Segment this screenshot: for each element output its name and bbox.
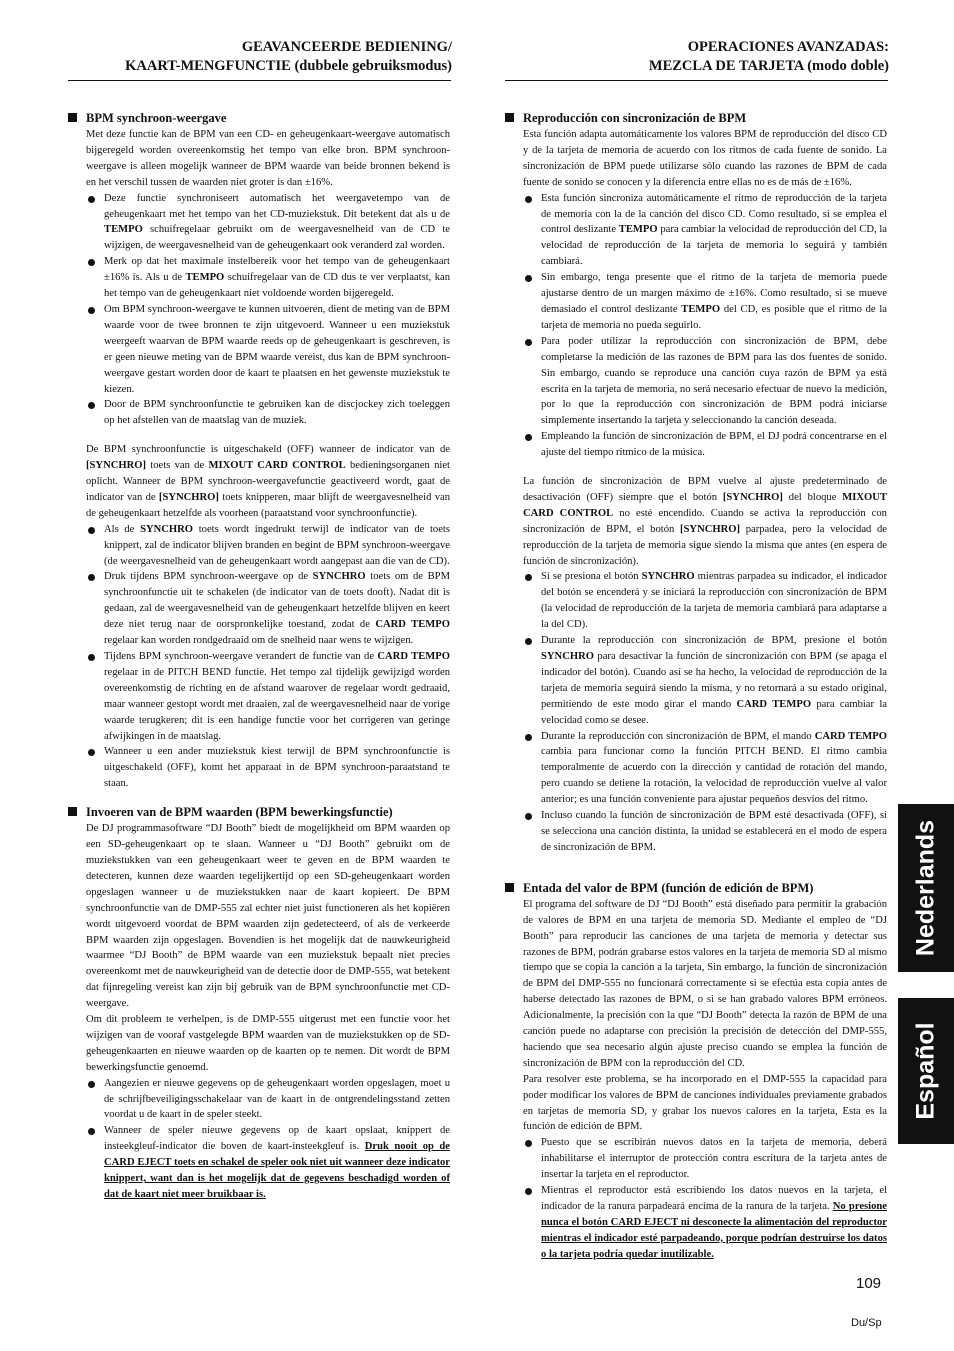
list-item: Door de BPM synchroonfunctie te gebruiken kan de discjockey zich toeleggen op het afstellen van de maatslag van de muziek. (104, 397, 450, 429)
bullet-icon (88, 749, 95, 756)
square-bullet-icon (505, 113, 514, 122)
bullet-icon (525, 1188, 532, 1195)
bullet-list (68, 522, 450, 792)
header-spanish-line1: OPERACIONES AVANZADAS: (687, 39, 889, 55)
bullet-list (505, 191, 887, 461)
bullet-icon (525, 1140, 532, 1147)
paragraph: De BPM synchroonfunctie is uitgeschakeld (OFF) wanneer de indicator van de [SYNCHRO] toets van de MIXOUT CARD CONTROL bedieningsorganen niet oplicht. Wanneer de BPM synchroon-weergavefunctie geactiveerd wordt, gaat de indicator van de [SYNCHRO] toets knipperen, maar blijft de weergavesnelheid van de geheugenkaart hetzelfde als voorheen (paraatstand voor synchroonfunctie). (86, 444, 450, 519)
paragraph: La función de sincronización de BPM vuelve al ajuste predeterminado de desactivación (OFF) siempre que el botón [SYNCHRO] del bloque MIXOUT CARD CONTROL no esté encendido. Cuando se activa la reproducción con sincronización de BPM, el botón [SYNCHRO] parpadea, pero la velocidad de reproducción de la tarjeta de memoria sigue siendo la misma que antes (en espera de función de sincronización). (523, 476, 887, 567)
list-item: Durante la reproducción con sincronización de BPM, el mando CARD TEMPO cambia para funcionar como la función PITCH BEND. El ritmo cambia temporalmente de acuerdo con la dirección y cantidad de rotación del mando, pero cuando se detiene la rotación, la velocidad de reproducción vuelve al valor anterior; es una función conveniente para ajustar pequeños desvíos del ritmo. (541, 729, 887, 809)
language-tab-spanish (898, 998, 954, 1144)
bullet-icon (88, 527, 95, 534)
bullet-list (505, 1135, 887, 1262)
bullet-icon (525, 339, 532, 346)
section-title-bpm-edit-es: Entada del valor de BPM (función de edición de BPM) (505, 880, 887, 896)
section-title-bpm-edit-nl: Invoeren van de BPM waarden (BPM bewerkingsfunctie) (68, 804, 450, 820)
bullet-icon (88, 1081, 95, 1088)
bullet-icon (88, 402, 95, 409)
list-item: Deze functie synchroniseert automatisch het weergavetempo van de geheugenkaart met het tempo van het CD-muziekstuk. Dit betekent dat als u de TEMPO schuifregelaar gebruikt om de weergavesnelheid van de CD te wijzigen, de weergavesnelheid van de geheugenkaart ook veranderd zal worden. (104, 191, 450, 255)
list-item: Druk tijdens BPM synchroon-weergave op de SYNCHRO toets om de BPM synchroonfunctie uit te schakelen (de indicator van de toets dooft). Nadat dit is gedaan, zal de weergavesnelheid van de geheugenkaart hetzelfde blijven en keert deze niet terug naar de oorspronkelijke toestand, zodat de CARD TEMPO regelaar kan worden rondgedraaid om de snelheid naar wens te wijzigen. (104, 569, 450, 649)
dutch-column (68, 110, 450, 1203)
list-item: Om BPM synchroon-weergave te kunnen uitvoeren, dient de meting van de BPM waarde voor de twee bronnen te zijn uitgevoerd. Wanneer u een muziekstuk weergeeft waarvan de BPM waarde reeds op de geheugenkaart is geschreven, is er geen nieuwe meting van de BPM waarde vereist, dus kan de BPM synchroon-weergave gestart worden door de kaart te plaatsen en het gewenste muziekstuk te kiezen. (104, 302, 450, 397)
bullet-list (68, 1076, 450, 1203)
paragraph: De DJ programmasoftware “DJ Booth” biedt de mogelijkheid om BPM waarden op een SD-geheugenkaart op te slaan. Wanneer u “DJ Booth” gebruikt om de muziekstukken van een geheugenkaart weer te geven en de BPM waarden te detecteren, kunnen deze waarden tegelijkertijd op een SD-geheugenkaart worden opgeslagen wanneer u de muziekstukken naar de kaart kopieert. De BPM synchroonfunctie van de DMP-555 zal echter niet juist functioneren als het kopiëren wordt uitgevoerd voordat de BPM waarden zijn gedetecteerd, of als de verkeerde BPM waarden zijn opgeslagen. Bovendien is het mogelijk dat de nauwkeurigheid waarmee “DJ Booth” de BPM waarde van een muziekstuk bepaalt niet precies overeenkomt met de nauwkeurigheid van de detectie door de DMP-555, wat betekent dat fijnregeling vereist kan zijn bij gebruik van de BPM synchroonfunctie met CD-weergave. Om dit probleem te verhelpen, is de DMP-555 uitgerust met een functie voor het wijzigen van de vooraf vastgelegde BPM waarden van de muziekstukken op de SD-geheugenkaarten en nieuwe waarden op de kaarten op te nemen. Dit wordt de BPM bewerkingsfunctie genoemd. (86, 823, 450, 1073)
list-item: Tijdens BPM synchroon-weergave verandert de functie van de CARD TEMPO regelaar in de PITCH BEND functie. Het tempo zal tijdelijk gewijzigd worden overeenkomstig de richting en de afstand waarover de regelaar wordt gedraaid, maar wanneer gestopt wordt met draaien, zal de weergavesnelheid naar de vorige waarde terugkeren; dit is een handige functie voor het corrigeren van geringe afwijkingen in de maatslag. (104, 649, 450, 744)
bullet-list (505, 569, 887, 855)
language-tab-dutch-label: Nederlands (911, 819, 940, 957)
paragraph: Met deze functie kan de BPM van een CD- en geheugenkaart-weergave automatisch bijgeregeld worden overeenkomstig het tempo van elke bron. BPM synchroon-weergave is alleen mogelijk wanneer de BPM waarde van beide bronnen bekend is en het verschil tussen de waarden niet groter is dan ±16%. (86, 129, 450, 188)
section-title-bpm-sync-es: Reproducción con sincronización de BPM (505, 110, 887, 126)
bullet-icon (88, 654, 95, 661)
header-dutch-line1: GEAVANCEERDE BEDIENING/ (241, 39, 452, 55)
list-item: Si se presiona el botón SYNCHRO mientras parpadea su indicador, el indicador del botón se encenderá y se iniciará la reproducción con sincronización de BPM (la velocidad de reproducción de la tarjeta de memoria cambiará para adaptarse a la del CD). (541, 569, 887, 633)
header-rule-left (68, 80, 451, 81)
bullet-icon (88, 574, 95, 581)
list-item: Para poder utilizar la reproducción con sincronización de BPM, debe completarse la medición de las razones de BPM para las dos fuentes de sonido. Sin embargo, cuando se reproduce una canción cuya razón de BPM ya está escrita en la tarjeta de memoria, no será necesario efectuar de nuevo la medición, por lo que la reproducción con sincronización de BPM podrá iniciarse simplemente insertando la tarjeta y seleccionando la canción deseada. (541, 334, 887, 429)
bullet-icon (88, 196, 95, 203)
list-item: Incluso cuando la función de sincronización de BPM esté desactivada (OFF), si se selecciona una canción distinta, la unidad se establecerá en el modo de espera de sincronización de BPM. (541, 808, 887, 856)
bullet-list (68, 191, 450, 430)
bullet-icon (88, 259, 95, 266)
page-code: Du/Sp (851, 1317, 882, 1329)
bullet-icon (525, 574, 532, 581)
list-item: Wanneer de speler nieuwe gegevens op de kaart opslaat, knippert de insteekgleuf-indicator die boven de kaart-insteekgleuf is. Druk nooit op de CARD EJECT toets en schakel de speler ook niet uit wanneer deze indicator knippert, want dan is het mogelijk dat de gegevens beschadigd worden of dat de kaart niet meer bruikbaar is. (104, 1123, 450, 1203)
header-spanish (505, 38, 889, 76)
bullet-icon (525, 638, 532, 645)
bullet-icon (525, 813, 532, 820)
language-tab-dutch (898, 804, 954, 972)
list-item: Aangezien er nieuwe gegevens op de geheugenkaart worden opgeslagen, moet u de schrijfbeveiligingsschakelaar van de kaart in de ontgrendelingsstand zetten voordat u de kaart in de speler steekt. (104, 1076, 450, 1124)
paragraph: Esta función adapta automáticamente los valores BPM de reproducción del disco CD y de la tarjeta de memoria de acuerdo con los ritmos de cada fuente de sonido. La sincronización de BPM puede utilizarse sólo cuando las razones de BPM de cada fuente de sonido se conocen y la diferencia entre ellas no es de más de ±16%. (523, 129, 887, 188)
square-bullet-icon (68, 113, 77, 122)
list-item: Esta función sincroniza automáticamente el ritmo de reproducción de la tarjeta de memoria con la de la canción del disco CD. Como resultado, si se emplea el control deslizante TEMPO para cambiar la velocidad de reproducción del CD, la velocidad de reproducción de la tarjeta de memoria lo seguirá y también cambiará. (541, 191, 887, 271)
bullet-icon (88, 307, 95, 314)
list-item: Wanneer u een ander muziekstuk kiest terwijl de BPM synchroonfunctie is uitgeschakeld (OFF), komt het apparaat in de BPM synchroon-paraatstand te staan. (104, 744, 450, 792)
header-dutch-line2: KAART-MENGFUNCTIE (dubbele gebruiksmodus) (125, 58, 452, 74)
section-title-bpm-sync-nl: BPM synchroon-weergave (68, 110, 450, 126)
header-rule-right (505, 80, 888, 81)
bullet-icon (525, 196, 532, 203)
square-bullet-icon (68, 807, 77, 816)
page-number: 109 (856, 1275, 882, 1292)
bullet-icon (88, 1128, 95, 1135)
bullet-icon (525, 275, 532, 282)
bullet-icon (525, 734, 532, 741)
language-tab-spanish-label: Español (911, 1022, 940, 1120)
list-item: Als de SYNCHRO toets wordt ingedrukt terwijl de indicator van de toets knippert, zal de indicator blijven branden en begint de BPM synchroon-weergave (de weergavesnelheid van de geheugenkaart wordt aangepast aan die van de CD). (104, 522, 450, 570)
list-item: Empleando la función de sincronización de BPM, el DJ podrá concentrarse en el ajuste del tiempo rítmico de la música. (541, 429, 887, 461)
list-item: Mientras el reproductor está escribiendo los datos nuevos en la tarjeta, el indicador de la ranura parpadeará encima de la ranura de la tarjeta. No presione nunca el botón CARD EJECT ni desconecte la alimentación del reproductor mientras el indicador esté parpadeando, porque podrían destruirse los datos o la tarjeta podría quedar inutilizable. (541, 1183, 887, 1263)
list-item: Merk op dat het maximale instelbereik voor het tempo van de geheugenkaart ±16% is. Als u de TEMPO schuifregelaar van de CD dus te ver verplaatst, kan het tempo van de geheugenkaart niet voldoende worden bijgeregeld. (104, 254, 450, 302)
paragraph: El programa del software de DJ “DJ Booth” está diseñado para permitir la grabación de valores de BPM en una tarjeta de memoria SD. Mediante el empleo de “DJ Booth” para reproducir las canciones de una tarjeta de memoria y detectar sus razones de BPM, podrán grabarse estos valores en la tarjeta de memoria SD al mismo tiempo que se copia la canción a la tarjeta, Sin embargo, la función de sincronización de BPM del DMP-555 no funcionará correctamente si se efectúa esta copia antes de haberse detectado las razones de BPM, o si se han grabado valores BPM erróneos. Adicionalmente, la precisión con la que “DJ Booth” detecta la razón de BPM de una canción puede no adaptarse con precisión la precisión de detección del DMP-555, haciendo que sea necesario algún ajuste preciso cuando se emplea la función de sincronización de BPM con la reproducción del CD. Para resolver este problema, se ha incorporado en el DMP-555 la capacidad para poder modificar los valores de BPM de canciones individuales previamente grabados en tarjetas de memoria SD, y grabar los nuevos calores en la tarjeta, Esta es la función de edición de BPM. (523, 898, 887, 1133)
header-spanish-line2: MEZCLA DE TARJETA (modo doble) (648, 58, 889, 74)
square-bullet-icon (505, 883, 514, 892)
bullet-icon (525, 434, 532, 441)
header-dutch (68, 38, 452, 76)
list-item: Puesto que se escribirán nuevos datos en la tarjeta de memoria, deberá inhabilitarse el interruptor de protección contra escritura de la tarjeta antes de insertar la tarjeta en el reproductor. (541, 1135, 887, 1183)
list-item: Sin embargo, tenga presente que el ritmo de la tarjeta de memoria puede ajustarse dentro de un margen máximo de ±16%. Como resultado, si se mueve demasiado el control deslizante TEMPO del CD, es posible que el ritmo de la tarjeta de memoria no pueda seguirlo. (541, 270, 887, 334)
list-item: Durante la reproducción con sincronización de BPM, presione el botón SYNCHRO para desactivar la función de sincronización con BPM (se apaga el indicador del botón). Cuando así se ha hecho, la velocidad de reproducción de la tarjeta de memoria seguirá siendo la misma, y no retornará a su estado original, permitiendo de este modo girar el mando CARD TEMPO para cambiar la velocidad como se desee. (541, 633, 887, 728)
spanish-column (505, 110, 887, 1263)
